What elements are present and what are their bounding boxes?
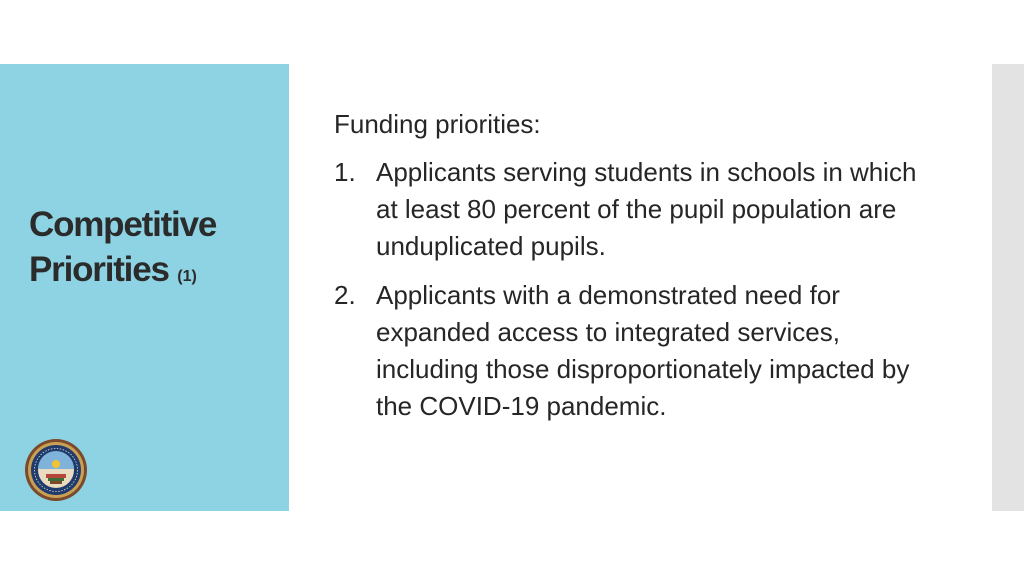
priority-list (334, 154, 944, 425)
list-item-number: 1. (334, 157, 356, 187)
title-suffix: (1) (177, 268, 197, 285)
list-item-number: 2. (334, 280, 356, 310)
title-line-1: Competitive (29, 205, 217, 244)
department-of-education-seal-icon (24, 438, 88, 502)
lead-text: Funding priorities: (334, 109, 541, 139)
list-item-text: Applicants serving students in schools in which at least 80 percent of the pupil population are unduplicated pupils. (376, 157, 917, 261)
list-item-text: Applicants with a demonstrated need for expanded access to integrated services, including those disproportionately impacted by the COVID-19 pandemic. (376, 280, 910, 421)
list-item (334, 154, 944, 265)
content-body (334, 106, 944, 437)
list-item (334, 277, 944, 425)
right-strip (992, 64, 1024, 511)
title-line-2: Priorities (29, 250, 169, 289)
slide-title (29, 202, 216, 299)
